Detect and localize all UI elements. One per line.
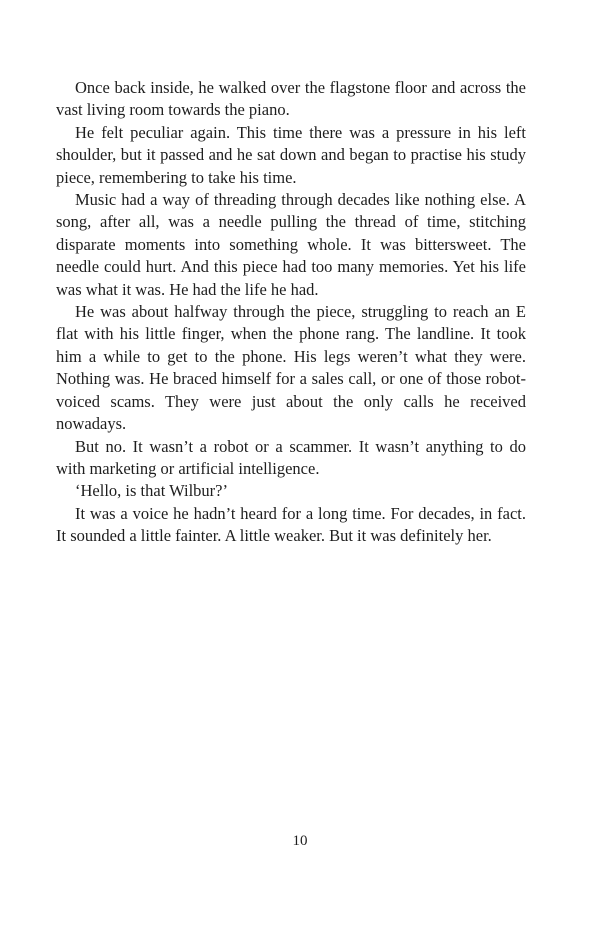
paragraph-7: It was a voice he hadn’t heard for a long time. For decades, in fact. It sounded a little fainter. A little weaker. But it was definitely her. [56, 503, 526, 546]
paragraph-2: He felt peculiar again. This time there was a pressure in his left shoulder, but it passed and he sat down and began to practise his study piece, remembering to take his time. [56, 122, 526, 187]
paragraph-6: ‘Hello, is that Wilbur?’ [75, 481, 228, 501]
page-number: 10 [292, 833, 308, 849]
paragraph-1: Once back inside, he walked over the flagstone floor and across the vast living room towards the piano. [56, 78, 526, 120]
paragraph-3: Music had a way of threading through decades like nothing else. A song, after all, was a needle pulling the thread of time, stitching disparate moments into something whole. It was bittersweet. The needle could hurt. And this piece had too many memories. Yet his life was what it was. He had the life he had. [56, 190, 526, 299]
body-text [56, 77, 526, 548]
paragraph-5: But no. It wasn’t a robot or a scammer. It wasn’t anything to do with marketing or artificial intelligence. [56, 436, 526, 478]
paragraph-4: He was about halfway through the piece, struggling to reach an E flat with his little finger, when the phone rang. The landline. It took him a while to get to the phone. His legs weren’t what they were. Nothing was. He braced himself for a sales call, or one of those robot-voiced scams. They were just about the only calls he received nowadays. [56, 302, 526, 434]
